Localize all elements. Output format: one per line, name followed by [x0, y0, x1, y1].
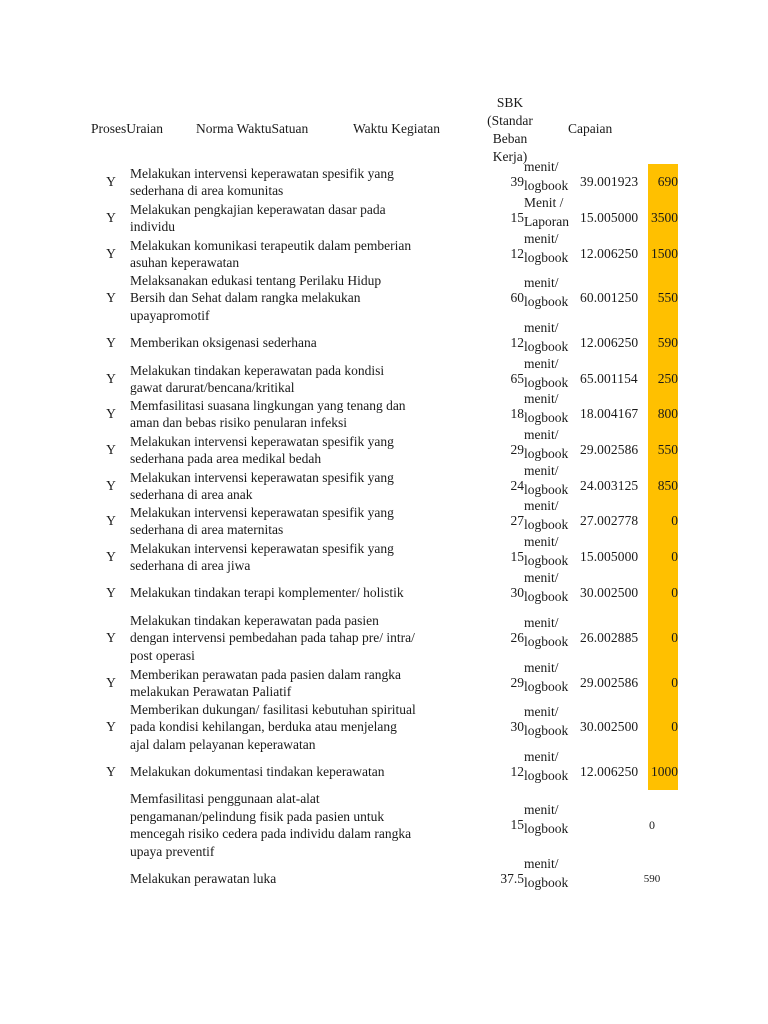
uraian-line: Melakukan tindakan keperawatan pada pasien [130, 612, 379, 628]
capaian-cell: 27.002778 [580, 513, 639, 528]
satuan-line: menit/ [524, 320, 559, 335]
uraian-cell [130, 325, 465, 361]
uraian-line: upaya preventif [130, 843, 215, 859]
uraian-line: Melakukan tindakan terapi komplementer/ holistik [130, 585, 404, 601]
satuan-line: logbook [524, 446, 569, 461]
nilai-cell: 1500 [648, 236, 678, 272]
uraian-line: Melakukan intervensi keperawatan spesifik yang [130, 433, 394, 449]
table-row [0, 534, 768, 575]
uraian-line: pada kondisi kehilangan, berduka atau menjelang [130, 719, 397, 735]
satuan-line: logbook [524, 821, 569, 836]
uraian-text [130, 397, 406, 432]
proses-cell: Y [106, 549, 116, 564]
satuan-line: menit/ [524, 856, 559, 871]
uraian-text [130, 237, 411, 272]
waktu-kegiatan-cell: 12 [510, 246, 524, 261]
uraian-line: dengan intervensi pembedahan pada tahap pre/ intra/ [130, 630, 415, 646]
waktu-kegiatan-cell: 30 [510, 719, 524, 734]
satuan-line: logbook [524, 178, 569, 193]
satuan-line: logbook [524, 410, 569, 425]
uraian-text [130, 584, 404, 602]
waktu-kegiatan-cell: 29 [510, 675, 524, 690]
table-row [0, 231, 768, 272]
waktu-kegiatan-cell: 65 [510, 371, 524, 386]
uraian-line: Memberikan dukungan/ fasilitasi kebutuhan spiritual [130, 701, 416, 717]
nilai-cell: 0 [648, 700, 678, 754]
uraian-line: gawat darurat/bencana/kritikal [130, 380, 295, 395]
capaian-cell: 26.002885 [580, 630, 639, 645]
satuan-line: logbook [524, 679, 569, 694]
capaian-cell: 65.001154 [580, 371, 638, 386]
nilai-cell: 3500 [648, 200, 678, 236]
uraian-text [130, 469, 394, 504]
table-row [0, 700, 768, 754]
uraian-cell [130, 503, 465, 539]
table-row [0, 660, 768, 701]
uraian-text [130, 763, 385, 781]
nilai-cell: 0 [648, 665, 678, 701]
capaian-cell: 12.006250 [580, 246, 639, 261]
satuan-line: menit/ [524, 498, 559, 513]
uraian-line: Melakukan intervensi keperawatan spesifik yang [130, 165, 394, 181]
uraian-text [130, 272, 381, 325]
uraian-cell [130, 468, 465, 504]
header-waktu-kegiatan: Waktu Kegiatan [353, 121, 441, 136]
table-row [0, 498, 768, 539]
satuan-cell [524, 660, 582, 701]
satuan-line: logbook [524, 294, 569, 309]
capaian-cell: 15.005000 [580, 210, 639, 225]
uraian-cell [130, 860, 465, 898]
nilai-cell: 0 [648, 503, 678, 539]
uraian-text [130, 362, 384, 397]
satuan-cell [524, 570, 582, 611]
capaian-cell: 30.002500 [580, 719, 639, 734]
proses-cell: Y [106, 675, 116, 690]
satuan-line: menit/ [524, 463, 559, 478]
satuan-line: menit/ [524, 660, 559, 675]
waktu-kegiatan-cell: 12 [510, 335, 524, 350]
waktu-kegiatan-cell: 15 [510, 549, 524, 564]
satuan-line: menit/ [524, 570, 559, 585]
capaian-cell: 39.001923 [580, 174, 639, 189]
satuan-line: menit/ [524, 275, 559, 290]
satuan-line: logbook [524, 875, 569, 890]
header-sbk-line: Beban [492, 131, 528, 146]
waktu-kegiatan-cell: 26 [510, 630, 524, 645]
uraian-cell [130, 575, 465, 611]
capaian-cell: 24.003125 [580, 478, 639, 493]
capaian-cell: 12.006250 [580, 764, 639, 779]
satuan-line: Menit / [524, 195, 564, 210]
uraian-cell [130, 665, 465, 701]
uraian-text [130, 870, 276, 888]
satuan-line: menit/ [524, 615, 559, 630]
waktu-kegiatan-cell: 12 [510, 764, 524, 779]
waktu-kegiatan-cell: 29 [510, 442, 524, 457]
proses-cell: Y [106, 764, 116, 779]
table-row [0, 391, 768, 432]
nilai-cell: 250 [648, 361, 678, 397]
satuan-cell [524, 611, 582, 665]
satuan-line: menit/ [524, 427, 559, 442]
satuan-cell [524, 271, 582, 325]
satuan-line: menit/ [524, 231, 559, 246]
nilai-cell: 1000 [648, 754, 678, 790]
uraian-text [130, 701, 416, 754]
nilai-cell: 550 [648, 271, 678, 325]
uraian-cell [130, 396, 465, 432]
satuan-line: logbook [524, 768, 569, 783]
satuan-line: logbook [524, 517, 569, 532]
satuan-line: logbook [524, 339, 569, 354]
uraian-cell [130, 700, 465, 754]
proses-cell [92, 790, 130, 860]
nilai-cell: 850 [648, 468, 678, 504]
uraian-cell [130, 271, 465, 325]
uraian-text [130, 504, 394, 539]
uraian-cell [130, 200, 465, 236]
satuan-line: Laporan [524, 214, 569, 229]
table-row [0, 856, 768, 898]
uraian-line: upayapromotif [130, 307, 210, 323]
uraian-cell [130, 539, 465, 575]
proses-cell: Y [106, 290, 116, 305]
proses-cell: Y [106, 442, 116, 457]
satuan-cell [524, 231, 582, 272]
uraian-line: sederhana di area jiwa [130, 558, 251, 573]
table-row [0, 463, 768, 504]
uraian-line: aman dan bebas risiko penularan infeksi [130, 415, 348, 430]
proses-cell: Y [106, 371, 116, 386]
uraian-line: Memfasilitasi penggunaan alat-alat [130, 791, 320, 806]
satuan-cell [524, 749, 582, 790]
uraian-line: Melakukan dokumentasi tindakan keperawatan [130, 764, 385, 780]
header-sbk-line: SBK [496, 95, 524, 110]
nilai-cell: 0 [649, 817, 655, 832]
capaian-cell: 15.005000 [580, 549, 639, 564]
nilai-cell: 690 [648, 164, 678, 200]
header-sbk-line: (Standar [487, 113, 533, 128]
table-row [0, 320, 768, 361]
uraian-line: Melakukan tindakan keperawatan pada kondisi [130, 362, 385, 378]
nilai-cell: 0 [648, 539, 678, 575]
nilai-cell: 800 [648, 396, 678, 432]
uraian-line: pengamanan/pelindung fisik pada pasien untuk [130, 808, 385, 824]
satuan-line: logbook [524, 250, 569, 265]
satuan-line: logbook [524, 634, 569, 649]
uraian-line: Melakukan perawatan luka [130, 871, 277, 887]
uraian-cell [130, 236, 465, 272]
uraian-line: Bersih dan Sehat dalam rangka melakukan [130, 290, 361, 306]
uraian-line: Melakukan intervensi keperawatan spesifik yang [130, 540, 394, 556]
proses-cell: Y [106, 406, 116, 421]
uraian-text [130, 612, 415, 665]
waktu-kegiatan-cell: 24 [510, 478, 524, 493]
satuan-cell [524, 700, 582, 754]
uraian-cell [130, 361, 465, 397]
satuan-line: menit/ [524, 159, 559, 174]
satuan-line: menit/ [524, 802, 559, 817]
satuan-line: logbook [524, 553, 569, 568]
uraian-line: Memberikan perawatan pada pasien dalam rangka [130, 666, 402, 682]
table-row [0, 570, 768, 611]
capaian-cell: 18.004167 [580, 406, 639, 421]
uraian-text [130, 334, 317, 352]
proses-cell: Y [106, 719, 116, 734]
uraian-line: melakukan Perawatan Paliatif [130, 684, 292, 699]
table-row [0, 195, 768, 236]
satuan-line: logbook [524, 723, 569, 738]
uraian-line: sederhana di area komunitas [130, 183, 284, 198]
satuan-line: menit/ [524, 534, 559, 549]
satuan-line: menit/ [524, 356, 559, 371]
waktu-kegiatan-cell: 37.5 [500, 871, 524, 886]
uraian-text [130, 540, 394, 575]
proses-cell: Y [106, 174, 116, 189]
waktu-kegiatan-cell: 15 [510, 817, 524, 832]
satuan-cell [524, 856, 582, 898]
proses-cell: Y [106, 513, 116, 528]
uraian-cell [130, 164, 465, 200]
header-proses-uraian: ProsesUraian [91, 121, 163, 136]
proses-cell: Y [106, 335, 116, 350]
uraian-line: mencegah risiko cedera pada individu dalam rangka [130, 826, 412, 841]
capaian-cell: 30.002500 [580, 585, 639, 600]
uraian-cell [130, 432, 465, 468]
uraian-cell [130, 611, 465, 665]
table-row [0, 271, 768, 325]
nilai-cell: 590 [648, 325, 678, 361]
nilai-cell: 550 [648, 432, 678, 468]
uraian-text [130, 433, 394, 468]
waktu-kegiatan-cell: 39 [510, 174, 524, 189]
capaian-cell: 29.002586 [580, 675, 639, 690]
uraian-line: Melakukan pengkajian keperawatan dasar pada [130, 201, 386, 217]
proses-cell: Y [106, 585, 116, 600]
proses-cell: Y [106, 210, 116, 225]
proses-cell [92, 860, 130, 898]
uraian-line: Melaksanakan edukasi tentang Perilaku Hidup [130, 272, 382, 288]
capaian-cell: 29.002586 [580, 442, 639, 457]
uraian-line: sederhana di area maternitas [130, 522, 284, 537]
uraian-line: sederhana pada area medikal bedah [130, 451, 322, 466]
capaian-cell: 60.001250 [580, 290, 639, 305]
satuan-line: menit/ [524, 391, 559, 406]
nilai-cell: 590 [643, 873, 661, 885]
waktu-kegiatan-cell: 15 [510, 210, 524, 225]
uraian-line: asuhan keperawatan [130, 255, 240, 270]
waktu-kegiatan-cell: 27 [510, 513, 524, 528]
table-row [0, 427, 768, 468]
table-row [0, 356, 768, 397]
table-row [0, 611, 768, 665]
table-row [0, 790, 768, 860]
table-row [0, 749, 768, 790]
header-norma-waktu-satuan: Norma WaktuSatuan [196, 121, 309, 136]
satuan-cell [524, 790, 582, 860]
uraian-cell [130, 790, 465, 860]
satuan-line: logbook [524, 375, 569, 390]
nilai-cell: 0 [648, 575, 678, 611]
uraian-text [130, 666, 401, 701]
proses-cell: Y [106, 478, 116, 493]
uraian-text [130, 201, 386, 236]
waktu-kegiatan-cell: 30 [510, 585, 524, 600]
uraian-line: ajal dalam pelayanan keperawatan [130, 736, 316, 752]
uraian-line: Memberikan oksigenasi sederhana [130, 335, 317, 351]
satuan-line: logbook [524, 589, 569, 604]
uraian-text [130, 790, 411, 860]
uraian-line: post operasi [130, 647, 195, 663]
nilai-cell: 0 [648, 611, 678, 665]
proses-cell: Y [106, 630, 116, 645]
uraian-line: Memfasilitasi suasana lingkungan yang tenang dan [130, 397, 406, 413]
satuan-line: menit/ [524, 704, 559, 719]
header-sbk-line: Kerja) [492, 149, 528, 164]
waktu-kegiatan-cell: 18 [510, 406, 524, 421]
uraian-line: sederhana di area anak [130, 487, 253, 502]
proses-cell: Y [106, 246, 116, 261]
satuan-line: logbook [524, 482, 569, 497]
uraian-cell [130, 754, 465, 790]
waktu-kegiatan-cell: 60 [510, 290, 524, 305]
table-row [0, 159, 768, 200]
uraian-text [130, 165, 394, 200]
capaian-cell: 12.006250 [580, 335, 639, 350]
uraian-line: Melakukan intervensi keperawatan spesifik yang [130, 504, 394, 520]
satuan-line: menit/ [524, 749, 559, 764]
uraian-line: individu [130, 219, 176, 234]
header-capaian: Capaian [568, 121, 613, 136]
uraian-line: Melakukan intervensi keperawatan spesifik yang [130, 469, 394, 485]
uraian-line: Melakukan komunikasi terapeutik dalam pemberian [130, 237, 412, 253]
